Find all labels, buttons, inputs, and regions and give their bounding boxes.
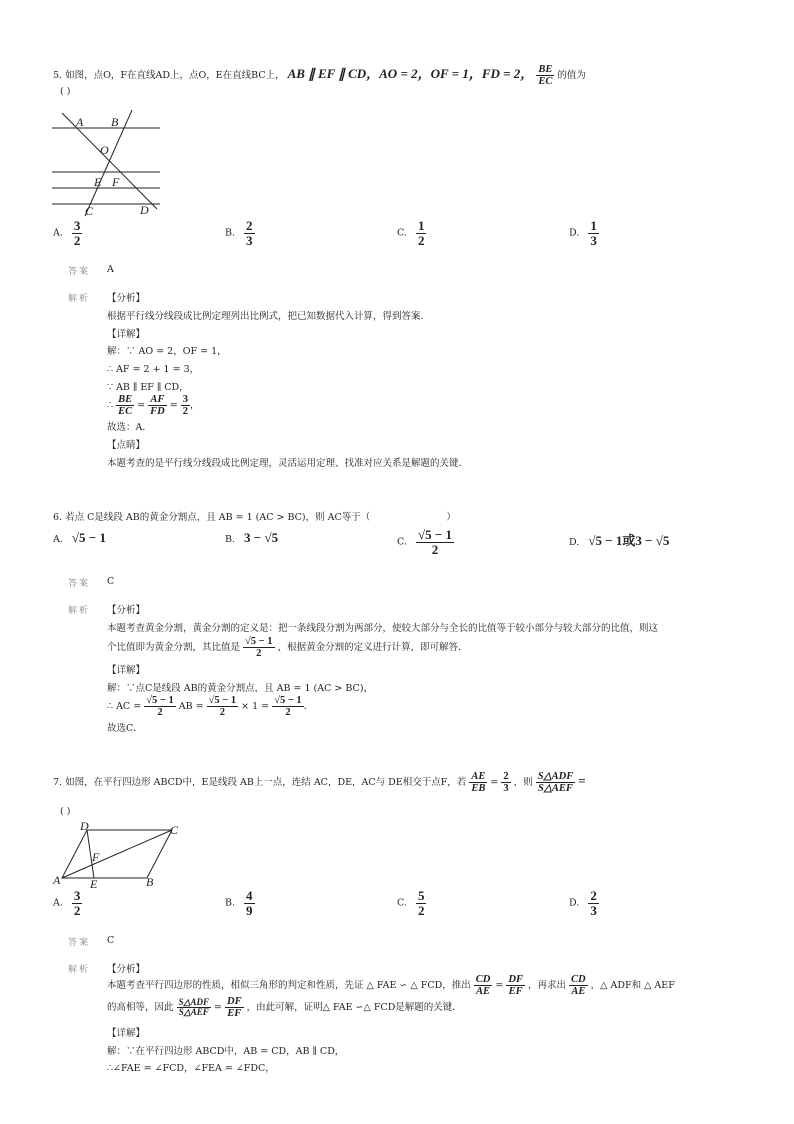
q7-option-b[interactable]: B. $\frac{4}{9}$ (225, 888, 253, 918)
q5-h3: 【点睛】 (107, 440, 146, 451)
q5-paren: ( ) (60, 86, 71, 97)
q5-p3: 本题考查的是平行线分线段成比例定理，灵活运用定理、找准对应关系是解题的关键． (107, 458, 469, 469)
q7-l2: ∴∠FAE = ∠FCD，∠FEA = ∠FDC， (107, 1063, 275, 1074)
q5-l3: ∵ AB ∥ EF ∥ CD， (107, 382, 189, 393)
q5-answer-tag: 答案 (68, 267, 91, 277)
q5-h1: 【分析】 (107, 293, 146, 304)
q5-l5: 故选：A． (107, 422, 152, 433)
q5-l2: ∴ AF = 2 + 1 = 3， (107, 364, 200, 375)
q6-stem: 6. 若点 C是线段 AB的黄金分割点，且 AB = 1 (AC > BC)，则 AC等于（ ） (53, 512, 456, 523)
q7-p1b: 的高相等，因此 $\frac{\text{S△ADF}}{\text{S△AEF}}$ = $\frac{DF}{EF}$ ，由此可解，证明△ FAE ∽△ FCD是解题的关键． (107, 996, 462, 1020)
q7-label-c: C (170, 823, 179, 837)
q6-p1b: 个比值即为黄金分割，其比值是 $\frac{√5 - 1}{2}$ ，根据黄金分割的定义进行计算，即可解答． (107, 636, 468, 660)
q7-p1a: 本题考查平行四边形的性质，相似三角形的判定和性质，先证 △ FAE ∽ △ FCD，推出 $\frac{CD}{AE}$ = $\frac{DF}{EF}$ ，再求出 $\frac{CD}{AE}$ ，△ ADF和 △ AEF (107, 974, 675, 998)
q6-option-a[interactable]: A. √5 − 1 (53, 530, 106, 545)
q7-figure (52, 820, 182, 890)
q5-label-f: F (112, 175, 120, 189)
q6-option-b[interactable]: B. 3 − √5 (225, 530, 279, 545)
q5-option-b[interactable]: B. $\frac{2}{3}$ (225, 218, 253, 248)
q5-label-d: D (140, 203, 149, 217)
q6-h2: 【详解】 (107, 665, 146, 676)
q6-l1: 解：∵点C是线段 AB的黄金分割点，且 AB = 1 (AC > BC)， (107, 683, 374, 694)
q5-label-a: A (76, 115, 84, 129)
q7-h1: 【分析】 (107, 964, 146, 975)
q5-h2: 【详解】 (107, 329, 146, 340)
q6-answer-tag: 答案 (68, 579, 91, 589)
q5-option-a[interactable]: A. $\frac{3}{2}$ (53, 218, 81, 248)
q5-label-e: E (94, 175, 102, 189)
q7-l1: 解：∵在平行四边形 ABCD中，AB = CD，AB ∥ CD， (107, 1046, 345, 1057)
q5-option-c[interactable]: C. $\frac{1}{2}$ (397, 218, 425, 248)
q7-stem: 7. 如图，在平行四边形 ABCD中，E是线段 AB上一点，连结 AC，DE，AC与 DE相交于点F，若 $\frac{AE}{EB}$ = $\frac{2}{3}$ ，则 $\frac{\text{S△ADF}}{\text{S△AEF}}$ = (53, 771, 586, 795)
q7-h2: 【详解】 (107, 1028, 146, 1039)
q7-label-f: F (92, 850, 100, 864)
q6-option-d[interactable]: D. √5 − 1或3 − √5 (569, 533, 670, 548)
q5-label-b: B (111, 115, 119, 129)
q7-analysis-tag: 解析 (68, 965, 91, 975)
q7-paren: ( ) (60, 806, 71, 817)
q7-option-c[interactable]: C. $\frac{5}{2}$ (397, 888, 425, 918)
q5-label-c: C (85, 204, 94, 218)
q6-analysis-tag: 解析 (68, 606, 91, 616)
q6-answer: C (107, 576, 115, 587)
q7-label-e: E (90, 877, 98, 890)
q5-answer: A (107, 264, 114, 275)
q6-option-c[interactable]: C. $\frac{√5 - 1}{2}$ (397, 527, 453, 557)
q5-option-d[interactable]: D. $\frac{1}{3}$ (569, 218, 597, 248)
q5-analysis-tag: 解析 (68, 294, 91, 304)
q5-l1: 解：∵ AO = 2，OF = 1， (107, 346, 227, 357)
q5-label-o: O (100, 143, 109, 157)
q7-option-a[interactable]: A. $\frac{3}{2}$ (53, 888, 81, 918)
q7-option-d[interactable]: D. $\frac{2}{3}$ (569, 888, 597, 918)
q5-figure (52, 108, 170, 220)
q7-label-d: D (80, 820, 89, 833)
q6-p1a: 本题考查黄金分割，黄金分割的定义是：把一条线段分割为两部分，使较大部分与全长的比值等于较小部分与较大部分的比值，则这 (107, 623, 659, 634)
q7-label-b: B (146, 875, 154, 889)
q6-h1: 【分析】 (107, 605, 146, 616)
q7-answer-tag: 答案 (68, 938, 91, 948)
q5-stem: 5. 如图，点O，F在直线AD上，点O，E在直线BC上， AB ∥ EF ∥ CD，AO = 2，OF = 1，FD = 2， $\frac{BE}{EC}$ 的值为 (53, 63, 586, 87)
q5-p1: 根据平行线分线段成比例定理列出比例式，把已知数据代入计算，得到答案． (107, 311, 431, 322)
q6-l3: 故选C． (107, 723, 143, 734)
q7-label-a: A (53, 873, 61, 887)
q7-answer: C (107, 935, 115, 946)
q6-l2: ∴ AC = $\frac{√5 - 1}{2}$ AB = $\frac{√5 - 1}{2}$ × 1 = $\frac{√5 - 1}{2}$ ． (107, 695, 314, 719)
q5-l4: ∴ $\frac{BE}{EC}$ = $\frac{AF}{FD}$ = $\frac{3}{2}$ ， (107, 394, 200, 418)
